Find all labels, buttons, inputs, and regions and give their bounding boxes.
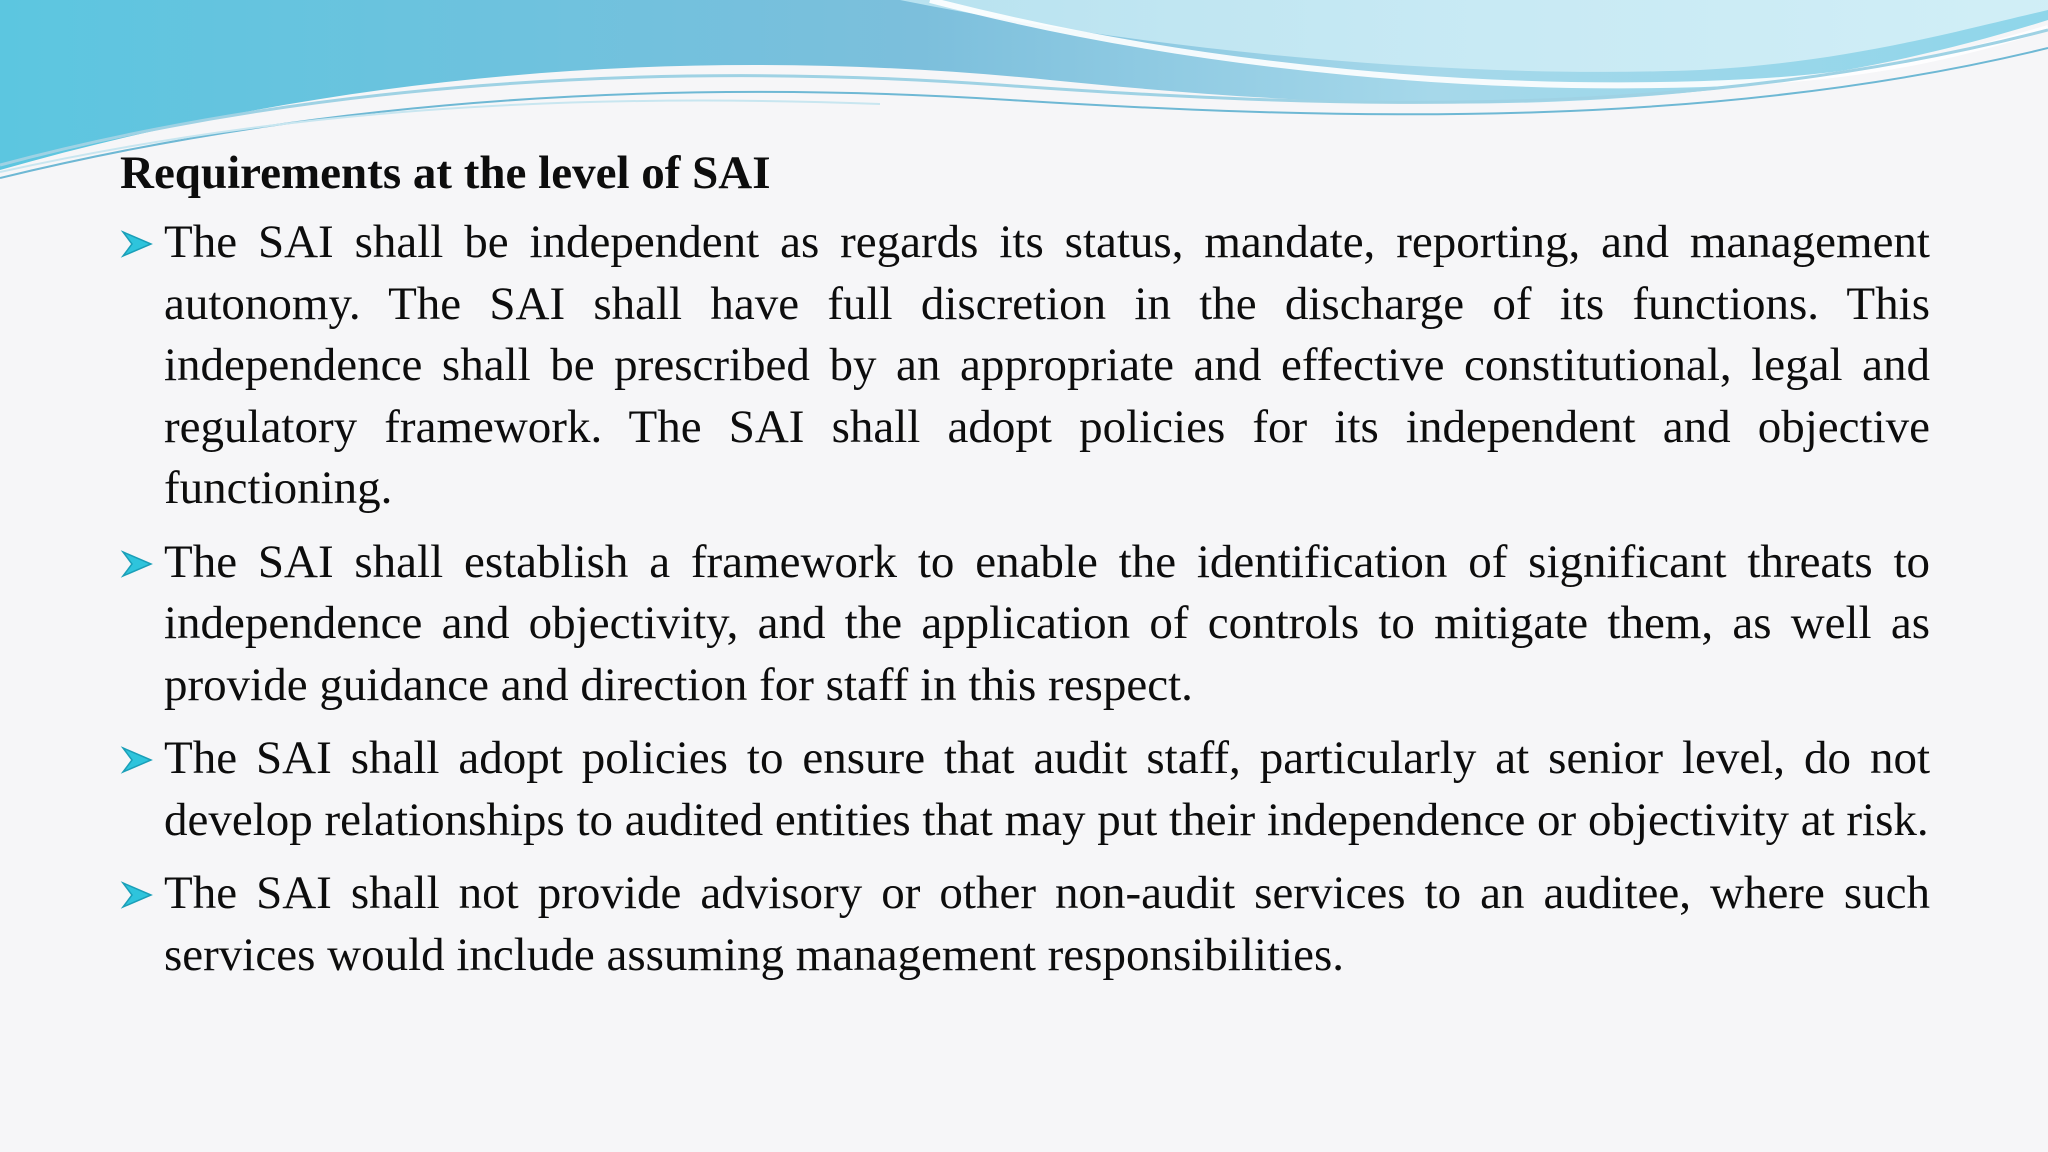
slide-heading: Requirements at the level of SAI	[120, 147, 771, 199]
bullet-item	[120, 532, 1930, 717]
bullet-text: The SAI shall not provide advisory or other non-audit services to an auditee, where such services would include assuming management responsibilities.	[164, 867, 1930, 981]
bullet-item	[120, 863, 1930, 986]
bullet-item	[120, 212, 1930, 520]
slide-content	[120, 138, 1930, 998]
arrow-bullet-icon	[120, 549, 154, 579]
arrow-bullet-icon	[120, 880, 154, 910]
bullet-text: The SAI shall establish a framework to enable the identification of significant threats to independence and objectivity, and the application of controls to mitigate them, as well as provide guidance and direction for staff in this respect.	[164, 535, 1930, 711]
bullet-text: The SAI shall be independent as regards its status, mandate, reporting, and management autonomy. The SAI shall have full discretion in the discharge of its functions. This independence shall be prescribed by an appropriate and effective constitutional, legal and regulatory framework. The SAI shall adopt policies for its independent and objective functioning.	[164, 216, 1930, 514]
arrow-bullet-icon	[120, 229, 154, 259]
bullet-text: The SAI shall adopt policies to ensure that audit staff, particularly at senior level, do not develop relationships to audited entities that may put their independence or objectivity at risk.	[164, 732, 1930, 846]
bullet-item	[120, 728, 1930, 851]
arrow-bullet-icon	[120, 745, 154, 775]
bullet-list	[120, 212, 1930, 986]
